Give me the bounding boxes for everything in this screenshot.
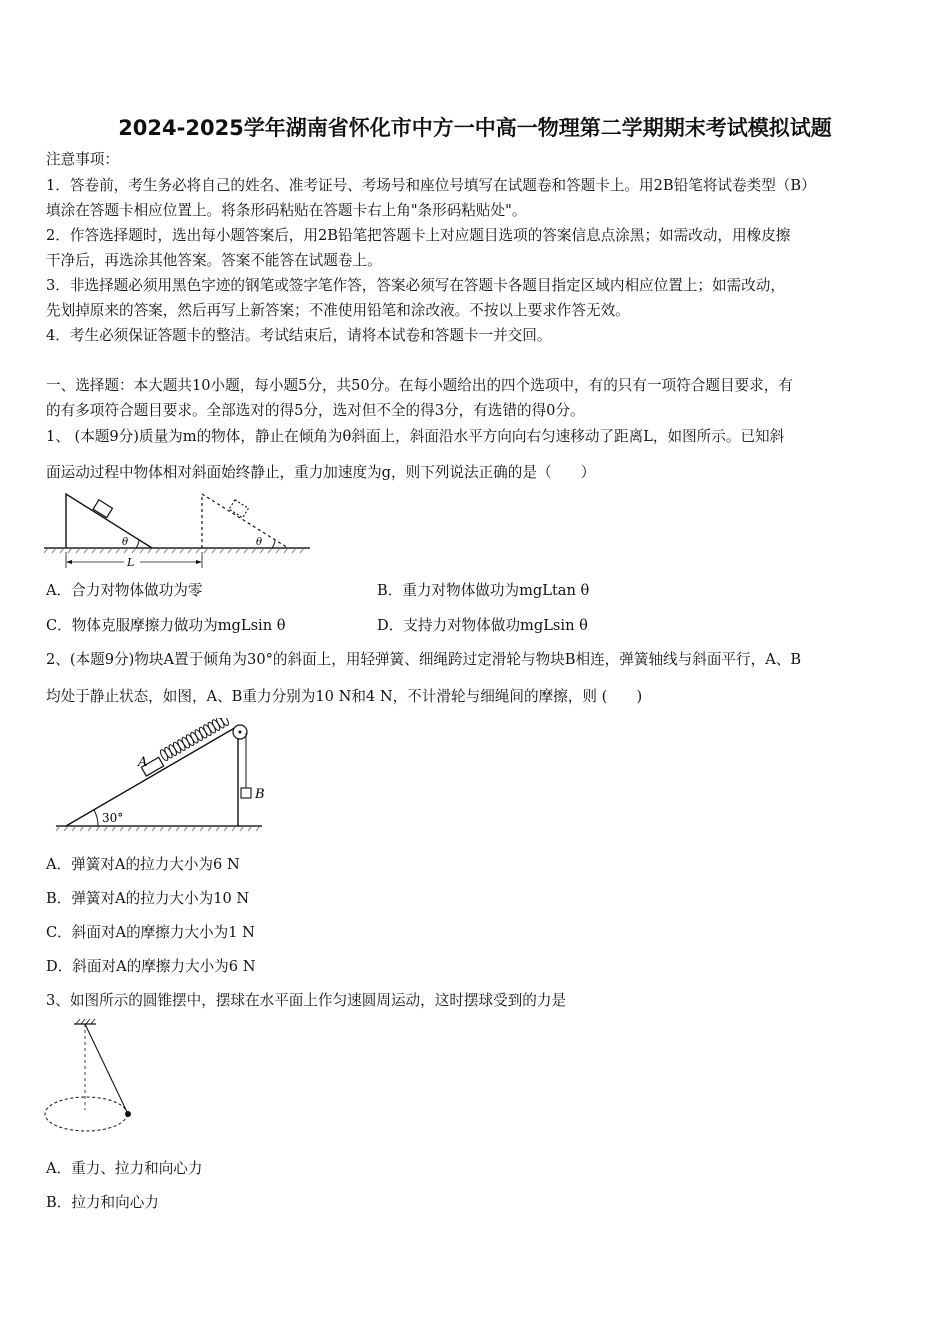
q2-stem-line-2: 均处于静止状态，如图，A、B重力分别为10 N和4 N，不计滑轮与细绳间的摩擦，则 ( ) — [46, 688, 643, 705]
q2-option-c[interactable]: C．斜面对A的摩擦力大小为1 N — [46, 924, 255, 941]
q1-incline-figure — [44, 490, 314, 576]
q2-angle-label: 30° — [102, 811, 124, 825]
q2-block-a-label: A — [138, 755, 148, 770]
q3-option-b[interactable]: B．拉力和向心力 — [46, 1194, 159, 1211]
q1-option-c[interactable]: C．物体克服摩擦力做功为mgLsin θ — [46, 617, 286, 634]
q2-spring-pulley-figure — [54, 718, 266, 834]
q1-option-b[interactable]: B．重力对物体做功为mgLtan θ — [377, 582, 590, 599]
notice-line-5: 3．非选择题必须用黑色字迹的钢笔或签字笔作答，答案必须写在答题卡各题目指定区域内相应位置上；如需改动， — [46, 277, 785, 294]
page-title: 2024-2025学年湖南省怀化市中方一中高一物理第二学期期末考试模拟试题 — [118, 116, 832, 140]
q2-block-b-label: B — [255, 787, 265, 802]
q2-option-a[interactable]: A．弹簧对A的拉力大小为6 N — [46, 856, 240, 873]
q1-distance-label: L — [127, 556, 135, 569]
q2-option-b[interactable]: B．弹簧对A的拉力大小为10 N — [46, 890, 250, 907]
notice-line-3: 2．作答选择题时，选出每小题答案后，用2B铅笔把答题卡上对应题目选项的答案信息点涂黑；如需改动，用橡皮擦 — [46, 227, 791, 244]
q2-option-d[interactable]: D．斜面对A的摩擦力大小为6 N — [46, 958, 256, 975]
q1-option-a[interactable]: A．合力对物体做功为零 — [46, 582, 203, 599]
notice-line-7: 4．考生必须保证答题卡的整洁。考试结束后，请将本试卷和答题卡一并交回。 — [46, 327, 552, 344]
q1-stem-line-2: 面运动过程中物体相对斜面始终静止，重力加速度为g，则下列说法正确的是（ ） — [46, 464, 596, 481]
q3-conical-pendulum-figure — [42, 1016, 138, 1136]
notice-heading: 注意事项： — [46, 151, 119, 168]
notice-line-6: 先划掉原来的答案，然后再写上新答案；不准使用铅笔和涂改液。不按以上要求作答无效。 — [46, 302, 630, 319]
notice-line-4: 干净后，再选涂其他答案。答案不能答在试题卷上。 — [46, 252, 382, 269]
q2-stem-line-1: 2、(本题9分)物块A置于倾角为30°的斜面上，用轻弹簧、细绳跨过定滑轮与物块B相连，弹簧轴线与斜面平行，A、B — [46, 651, 802, 668]
notice-line-2: 填涂在答题卡相应位置上。将条形码粘贴在答题卡右上角"条形码粘贴处"。 — [46, 202, 527, 219]
section-line-1: 一、选择题：本大题共10小题，每小题5分，共50分。在每小题给出的四个选项中，有的只有一项符合题目要求，有 — [46, 377, 793, 394]
notice-line-1: 1．答卷前，考生务必将自己的姓名、准考证号、考场号和座位号填写在试题卷和答题卡上。用2B铅笔将试卷类型（B） — [46, 177, 816, 194]
q1-option-d[interactable]: D．支持力对物体做功mgLsin θ — [377, 617, 588, 634]
q1-theta-label-1: θ — [122, 537, 129, 548]
q3-option-a[interactable]: A．重力、拉力和向心力 — [46, 1160, 203, 1177]
q3-stem-line-1: 3、如图所示的圆锥摆中，摆球在水平面上作匀速圆周运动，这时摆球受到的力是 — [46, 992, 567, 1009]
section-line-2: 的有多项符合题目要求。全部选对的得5分，选对但不全的得3分，有选错的得0分。 — [46, 402, 585, 419]
q1-theta-label-2: θ — [256, 537, 263, 548]
q1-stem-line-1: 1、 (本题9分)质量为m的物体，静止在倾角为θ斜面上，斜面沿水平方向向右匀速移动了距离L，如图所示。已知斜 — [46, 428, 785, 445]
